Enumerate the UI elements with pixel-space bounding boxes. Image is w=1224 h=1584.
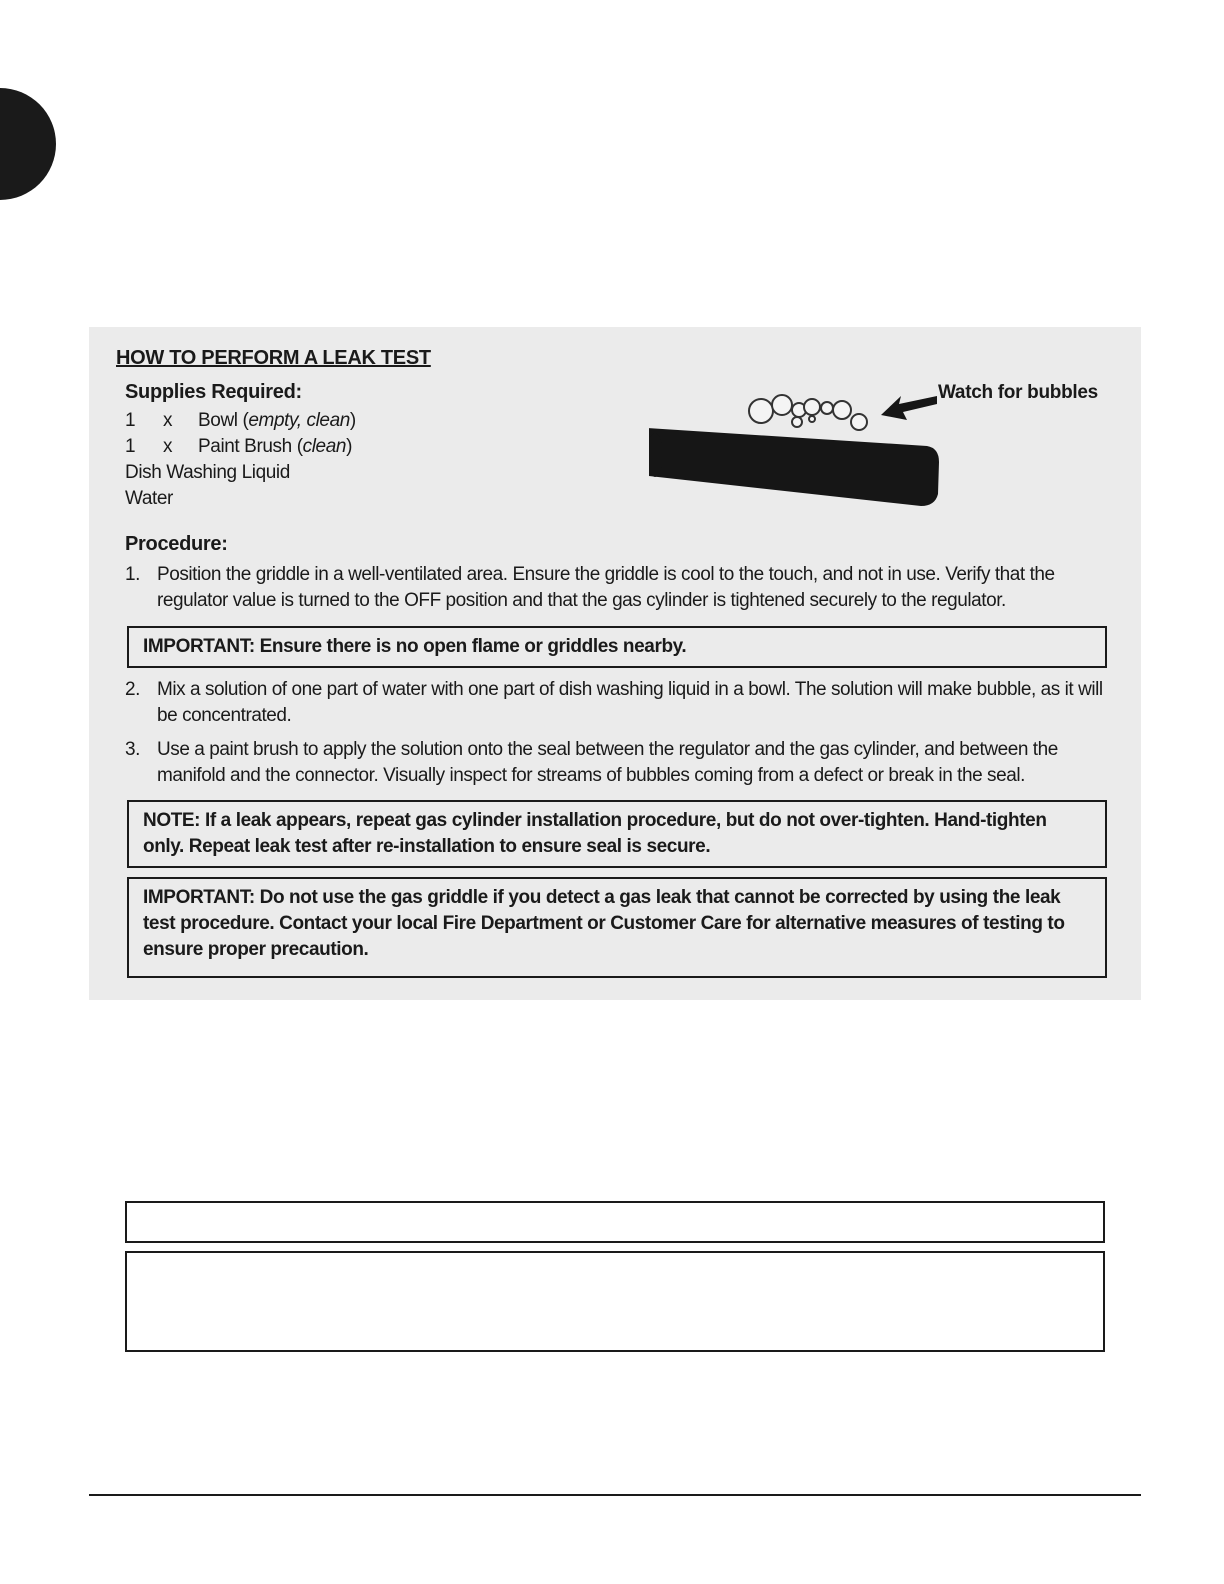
important-warning-callout: IMPORTANT: Do not use the gas griddle if you detect a gas leak that cannot be corrected by using the leak test procedure. Contact your local Fire Department or Customer Care for alternative measures of testing to ensure proper precaution.	[127, 877, 1107, 978]
procedure-block	[125, 533, 1105, 614]
leak-test-panel	[89, 327, 1141, 1000]
supply-qty: 1	[125, 436, 136, 457]
supply-qty: 1	[125, 410, 136, 431]
supply-multiplier: x	[163, 410, 173, 431]
page-edge-tab	[0, 88, 56, 200]
blank-callout-box-large	[125, 1251, 1105, 1352]
step-text: Position the griddle in a well-ventilated area. Ensure the griddle is cool to the touch, and not in use. Verify that the regulator value is turned to the OFF position and that the gas cylinder is tightened securely to the regulator.	[157, 564, 1055, 611]
figure-caption: Watch for bubbles	[938, 382, 1098, 403]
step-text: Mix a solution of one part of water with one part of dish washing liquid in a bowl. The solution will make bubble, as it will be concentrated.	[157, 679, 1103, 726]
note-callout: NOTE: If a leak appears, repeat gas cylinder installation procedure, but do not over-tighten. Hand-tighten only. Repeat leak test after re-installation to ensure seal is secure.	[127, 800, 1107, 868]
important-callout: IMPORTANT: Ensure there is no open flame or griddles nearby.	[127, 626, 1107, 668]
supply-note: empty, clean	[248, 410, 350, 431]
supply-item	[125, 408, 565, 434]
procedure-step	[125, 737, 1105, 789]
supply-item: Dish Washing Liquid	[125, 462, 290, 483]
supply-name: Paint Brush (	[198, 436, 303, 457]
section-title: HOW TO PERFORM A LEAK TEST	[116, 347, 431, 369]
step-number: 2.	[125, 679, 140, 700]
blank-callout-box	[125, 1201, 1105, 1243]
arrow-left-icon	[881, 390, 939, 420]
supply-close: )	[349, 410, 356, 431]
footer-rule	[89, 1494, 1141, 1496]
supply-item: Water	[125, 488, 173, 509]
step-number: 1.	[125, 564, 140, 585]
step-number: 3.	[125, 739, 140, 760]
supply-close: )	[346, 436, 353, 457]
procedure-heading: Procedure:	[125, 533, 228, 555]
procedure-steps-continued	[125, 677, 1105, 789]
supply-name: Bowl (	[198, 410, 249, 431]
supplies-heading: Supplies Required:	[125, 381, 302, 403]
procedure-step	[125, 677, 1105, 729]
bubbles	[749, 395, 867, 430]
bubble-figure	[649, 382, 1119, 522]
step-text: Use a paint brush to apply the solution onto the seal between the regulator and the gas cylinder, and between the manifold and the connector. Visually inspect for streams of bubbles coming from a defect or break in the seal.	[157, 739, 1058, 786]
supply-item	[125, 434, 565, 460]
supply-note: clean	[302, 436, 347, 457]
procedure-step	[125, 562, 1105, 614]
supply-multiplier: x	[163, 436, 173, 457]
supplies-block	[125, 381, 565, 512]
